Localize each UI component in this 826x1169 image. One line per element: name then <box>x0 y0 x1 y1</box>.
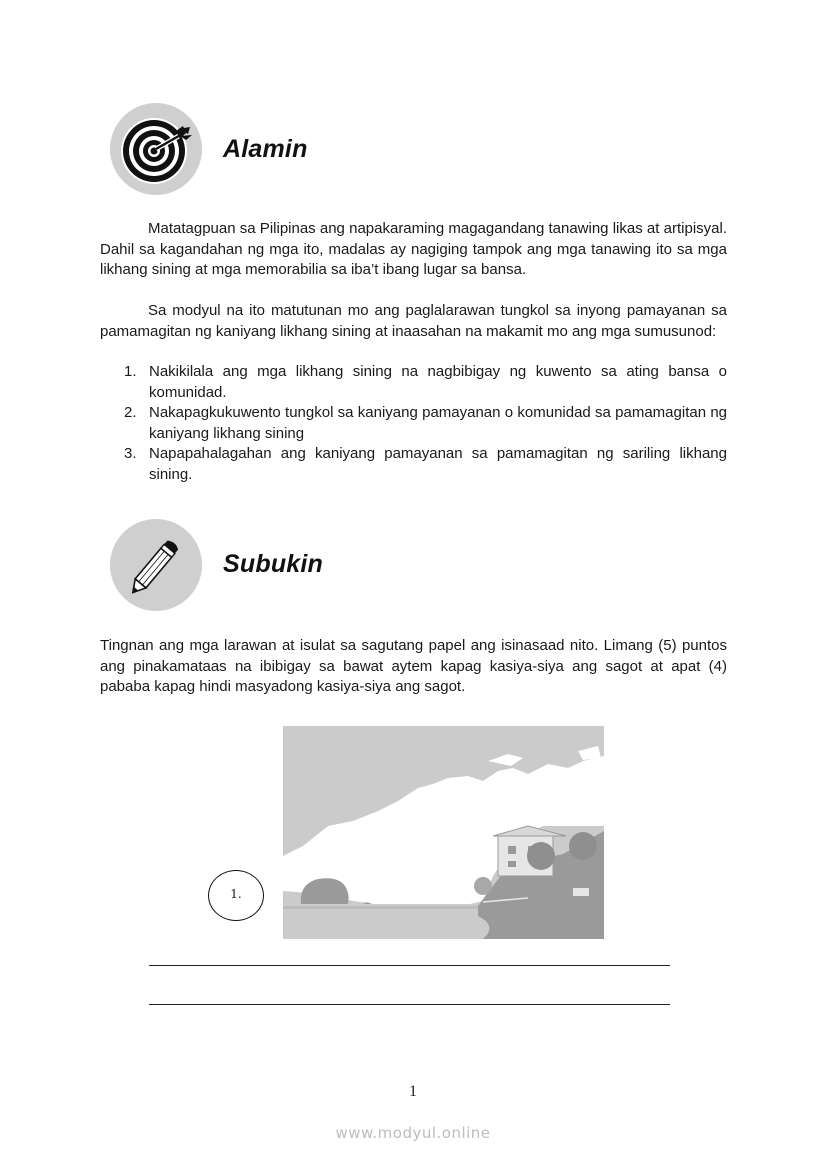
section-title-subukin: Subukin <box>223 550 324 578</box>
objective-item <box>100 362 727 403</box>
objective-text: Nakikilala ang mga likhang sining na nagbibigay ng kuwento sa ating bansa o komunidad. <box>149 363 727 401</box>
objective-number: 1. <box>124 363 137 380</box>
objective-number: 3. <box>124 445 137 462</box>
objective-text: Nakapagkukuwento tungkol sa kaniyang pamayanan o komunidad sa pamamagitan ng kaniyang likhang sining <box>149 404 727 442</box>
objectives-list <box>100 362 727 485</box>
item-number-badge <box>208 870 264 921</box>
objective-item <box>100 403 727 444</box>
objective-number: 2. <box>124 404 137 421</box>
watermark: www.modyul.online <box>335 1124 491 1142</box>
landscape-photo <box>283 726 604 939</box>
page-number: 1 <box>409 1083 417 1100</box>
alamin-paragraph-1 <box>100 219 727 281</box>
alamin-paragraph-2 <box>100 301 727 342</box>
answer-line-2[interactable] <box>149 1004 670 1005</box>
item-number-label: 1. <box>230 887 242 901</box>
answer-line-1[interactable] <box>149 965 670 966</box>
alamin-paragraph-1-text: Matatagpuan sa Pilipinas ang napakaraming magagandang tanawing likas at artipisyal. Dahil sa kagandahan ng mga ito, madalas ay nagiging tampok ang mga tanawing ito sa mga likhang sining at mga memorabilia sa iba’t ibang lugar sa bansa. <box>100 220 727 278</box>
subukin-instructions: Tingnan ang mga larawan at isulat sa sagutang papel ang isinasaad nito. Limang (5) puntos ang pinakamataas na ibibigay sa bawat aytem kapag kasiya-siya ang sagot at apat (4) pababa kapag hindi masyadong kasiya-siya ang sagot. <box>100 637 727 695</box>
alamin-paragraph-2-text: Sa modyul na ito matutunan mo ang paglalarawan tungkol sa inyong pamayanan sa pamamagitan ng kaniyang likhang sining at inaasahan na makamit mo ang mga sumusunod: <box>100 302 727 340</box>
pencil-icon <box>110 519 202 611</box>
section-title-alamin: Alamin <box>223 135 308 163</box>
target-icon <box>110 103 202 195</box>
objective-item <box>100 444 727 485</box>
objective-text: Napapahalagahan ang kaniyang pamayanan sa pamamagitan ng sariling likhang sining. <box>149 445 727 483</box>
